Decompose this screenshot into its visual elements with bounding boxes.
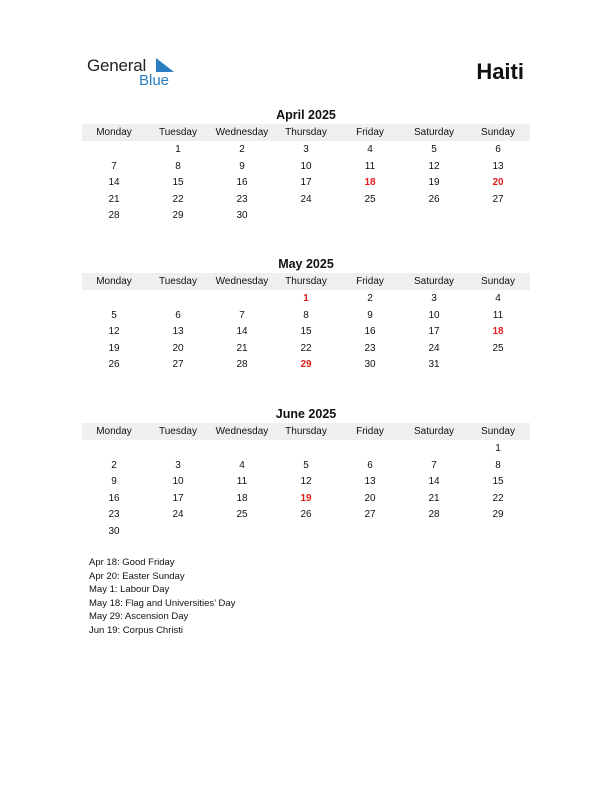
day-cell: 24 (300, 193, 312, 205)
weekday-header-row (82, 124, 530, 141)
weekday-label: Wednesday (215, 127, 269, 138)
day-cell: 15 (300, 326, 312, 337)
weekday-label: Saturday (413, 127, 455, 138)
weekday-label: Sunday (481, 426, 515, 437)
day-cell: 7 (111, 160, 117, 172)
month-title: June 2025 (275, 407, 337, 421)
holiday-item: May 1: Labour Day (89, 584, 170, 595)
weekday-label: Friday (356, 426, 384, 437)
day-cell (338, 208, 402, 225)
day-cell: 4 (367, 144, 373, 155)
week-row (82, 524, 530, 541)
day-cell: 21 (236, 342, 248, 354)
week-row (82, 441, 530, 458)
day-cell: 19 (428, 177, 440, 188)
week-row (82, 291, 530, 308)
holiday-item: May 29: Ascension Day (89, 611, 189, 622)
week-row (82, 341, 530, 358)
weekday-label: Tuesday (159, 276, 197, 287)
day-cell: 9 (111, 476, 117, 487)
week-row (82, 491, 530, 508)
day-cell: 22 (300, 342, 312, 354)
day-cell: 16 (108, 492, 120, 504)
day-cell: 26 (300, 509, 312, 520)
day-cell: 21 (108, 193, 120, 205)
day-cell: 30 (364, 359, 376, 370)
day-cell: 1 (495, 443, 501, 454)
weekday-label: Friday (356, 276, 384, 287)
day-cell (402, 441, 466, 458)
day-cell: 27 (492, 193, 504, 205)
day-cell: 21 (428, 492, 440, 504)
day-cell: 7 (239, 309, 245, 321)
day-cell: 4 (495, 293, 501, 304)
day-cell: 5 (303, 459, 309, 471)
logo-text-general: General (87, 56, 147, 75)
weekday-label: Monday (96, 426, 132, 437)
holiday-item: Jun 19: Corpus Christi (89, 624, 183, 636)
day-cell: 14 (236, 326, 248, 337)
day-cell: 14 (108, 177, 120, 188)
calendar-grid (82, 423, 530, 540)
holiday-list (89, 556, 235, 637)
day-cell: 16 (364, 326, 376, 337)
holiday-item: Apr 20: Easter Sunday (89, 570, 185, 582)
week-row (82, 175, 530, 192)
day-cell (146, 291, 210, 308)
day-cell: 3 (431, 293, 437, 304)
day-cell: 2 (111, 459, 117, 471)
day-cell: 24 (172, 509, 184, 520)
day-cell: 11 (364, 160, 376, 172)
day-cell: 6 (495, 144, 501, 155)
day-cell: 19 (108, 342, 120, 354)
day-cell: 12 (300, 476, 312, 487)
day-cell: 3 (175, 459, 181, 471)
day-cell: 8 (495, 459, 501, 471)
day-cell (466, 208, 530, 225)
week-row (82, 357, 530, 374)
month-june (82, 405, 530, 540)
day-cell: 28 (428, 509, 440, 520)
day-cell: 22 (172, 193, 184, 205)
day-cell: 30 (236, 210, 248, 221)
holiday-day-cell: 19 (300, 492, 312, 504)
day-cell (402, 208, 466, 225)
day-cell: 25 (236, 509, 248, 520)
day-cell: 18 (236, 492, 248, 504)
day-cell: 4 (239, 459, 245, 471)
day-cell (338, 441, 402, 458)
day-cell: 11 (492, 309, 504, 321)
day-cell: 30 (108, 525, 120, 537)
day-cell: 6 (367, 459, 373, 471)
day-cell (210, 441, 274, 458)
day-cell: 17 (428, 326, 440, 337)
day-cell (82, 291, 146, 308)
day-cell: 20 (364, 492, 376, 504)
day-cell: 26 (108, 359, 120, 370)
weekday-label: Tuesday (159, 127, 197, 138)
holiday-item: Apr 18: Good Friday (89, 557, 175, 568)
day-cell: 9 (239, 160, 245, 172)
holiday-item: May 18: Flag and Universities’ Day (89, 597, 236, 609)
day-cell: 23 (236, 193, 248, 205)
day-cell: 15 (172, 177, 184, 188)
day-cell: 2 (239, 144, 245, 155)
day-cell: 12 (428, 160, 440, 172)
week-row (82, 142, 530, 159)
logo-triangle-icon (156, 58, 174, 72)
holiday-day-cell: 1 (303, 293, 309, 304)
day-cell: 2 (367, 293, 373, 304)
day-cell: 10 (428, 309, 440, 321)
day-cell: 8 (303, 309, 309, 321)
day-cell (274, 441, 338, 458)
holiday-day-cell: 20 (492, 177, 504, 188)
day-cell: 20 (172, 342, 184, 354)
day-cell: 29 (492, 509, 504, 520)
month-title: April 2025 (276, 108, 336, 122)
day-cell: 5 (111, 309, 117, 321)
weekday-label: Monday (96, 276, 132, 287)
week-row (82, 324, 530, 341)
weekday-label: Thursday (285, 276, 327, 287)
week-row (82, 308, 530, 325)
holiday-day-cell: 29 (300, 359, 312, 370)
day-cell: 6 (175, 309, 181, 321)
week-row (82, 458, 530, 475)
day-cell: 25 (364, 193, 376, 205)
day-cell: 27 (364, 509, 376, 520)
day-cell (466, 524, 530, 541)
day-cell: 23 (364, 342, 376, 354)
generalblue-logo (87, 56, 187, 92)
day-cell (82, 142, 146, 159)
day-cell: 25 (492, 342, 504, 354)
day-cell (210, 291, 274, 308)
day-cell: 24 (428, 342, 440, 354)
day-cell: 27 (172, 359, 184, 370)
day-cell: 17 (172, 492, 184, 504)
week-row (82, 192, 530, 209)
day-cell: 14 (428, 476, 440, 487)
weekday-label: Friday (356, 127, 384, 138)
weekday-label: Sunday (481, 127, 515, 138)
calendar-grid (82, 273, 530, 374)
day-cell: 1 (175, 144, 181, 155)
day-cell (338, 524, 402, 541)
day-cell: 31 (428, 359, 440, 370)
day-cell: 13 (172, 326, 184, 337)
day-cell (274, 524, 338, 541)
day-cell: 9 (367, 309, 373, 321)
weekday-label: Saturday (413, 426, 455, 437)
day-cell: 7 (431, 459, 437, 471)
holiday-day-cell: 18 (364, 177, 376, 188)
week-row (82, 208, 530, 225)
calendar-grid (82, 124, 530, 225)
month-title: May 2025 (278, 257, 334, 271)
month-april (82, 106, 530, 225)
day-cell: 15 (492, 476, 504, 487)
month-may (82, 255, 530, 374)
day-cell (274, 208, 338, 225)
day-cell: 29 (172, 210, 184, 221)
week-row (82, 474, 530, 491)
day-cell: 28 (236, 359, 248, 370)
day-cell: 12 (108, 326, 120, 337)
day-cell: 28 (108, 210, 120, 221)
day-cell: 13 (492, 160, 504, 172)
weekday-label: Thursday (285, 426, 327, 437)
day-cell (210, 524, 274, 541)
weekday-label: Tuesday (159, 426, 197, 437)
country-title: Haiti (476, 59, 524, 84)
day-cell: 13 (364, 476, 376, 487)
day-cell: 10 (300, 160, 312, 172)
day-cell: 17 (300, 177, 312, 188)
day-cell: 26 (428, 193, 440, 205)
logo-text-blue: Blue (139, 72, 170, 89)
weekday-header-row (82, 273, 530, 290)
day-cell (146, 441, 210, 458)
weekday-label: Saturday (413, 276, 455, 287)
day-cell (82, 441, 146, 458)
day-cell: 3 (303, 144, 309, 155)
weekday-label: Monday (96, 127, 132, 138)
weekday-label: Wednesday (215, 276, 269, 287)
week-row (82, 507, 530, 524)
weekday-label: Sunday (481, 276, 515, 287)
day-cell: 10 (172, 476, 184, 487)
weekday-header-row (82, 423, 530, 440)
day-cell (402, 524, 466, 541)
weekday-label: Wednesday (215, 426, 269, 437)
weekday-label: Thursday (285, 127, 327, 138)
week-row (82, 159, 530, 176)
day-cell: 8 (175, 160, 181, 172)
day-cell: 22 (492, 492, 504, 504)
day-cell: 5 (431, 144, 437, 155)
day-cell (466, 357, 530, 374)
day-cell: 11 (236, 476, 248, 487)
day-cell (146, 524, 210, 541)
day-cell: 23 (108, 509, 120, 520)
day-cell: 16 (236, 177, 248, 188)
holiday-day-cell: 18 (492, 326, 504, 337)
